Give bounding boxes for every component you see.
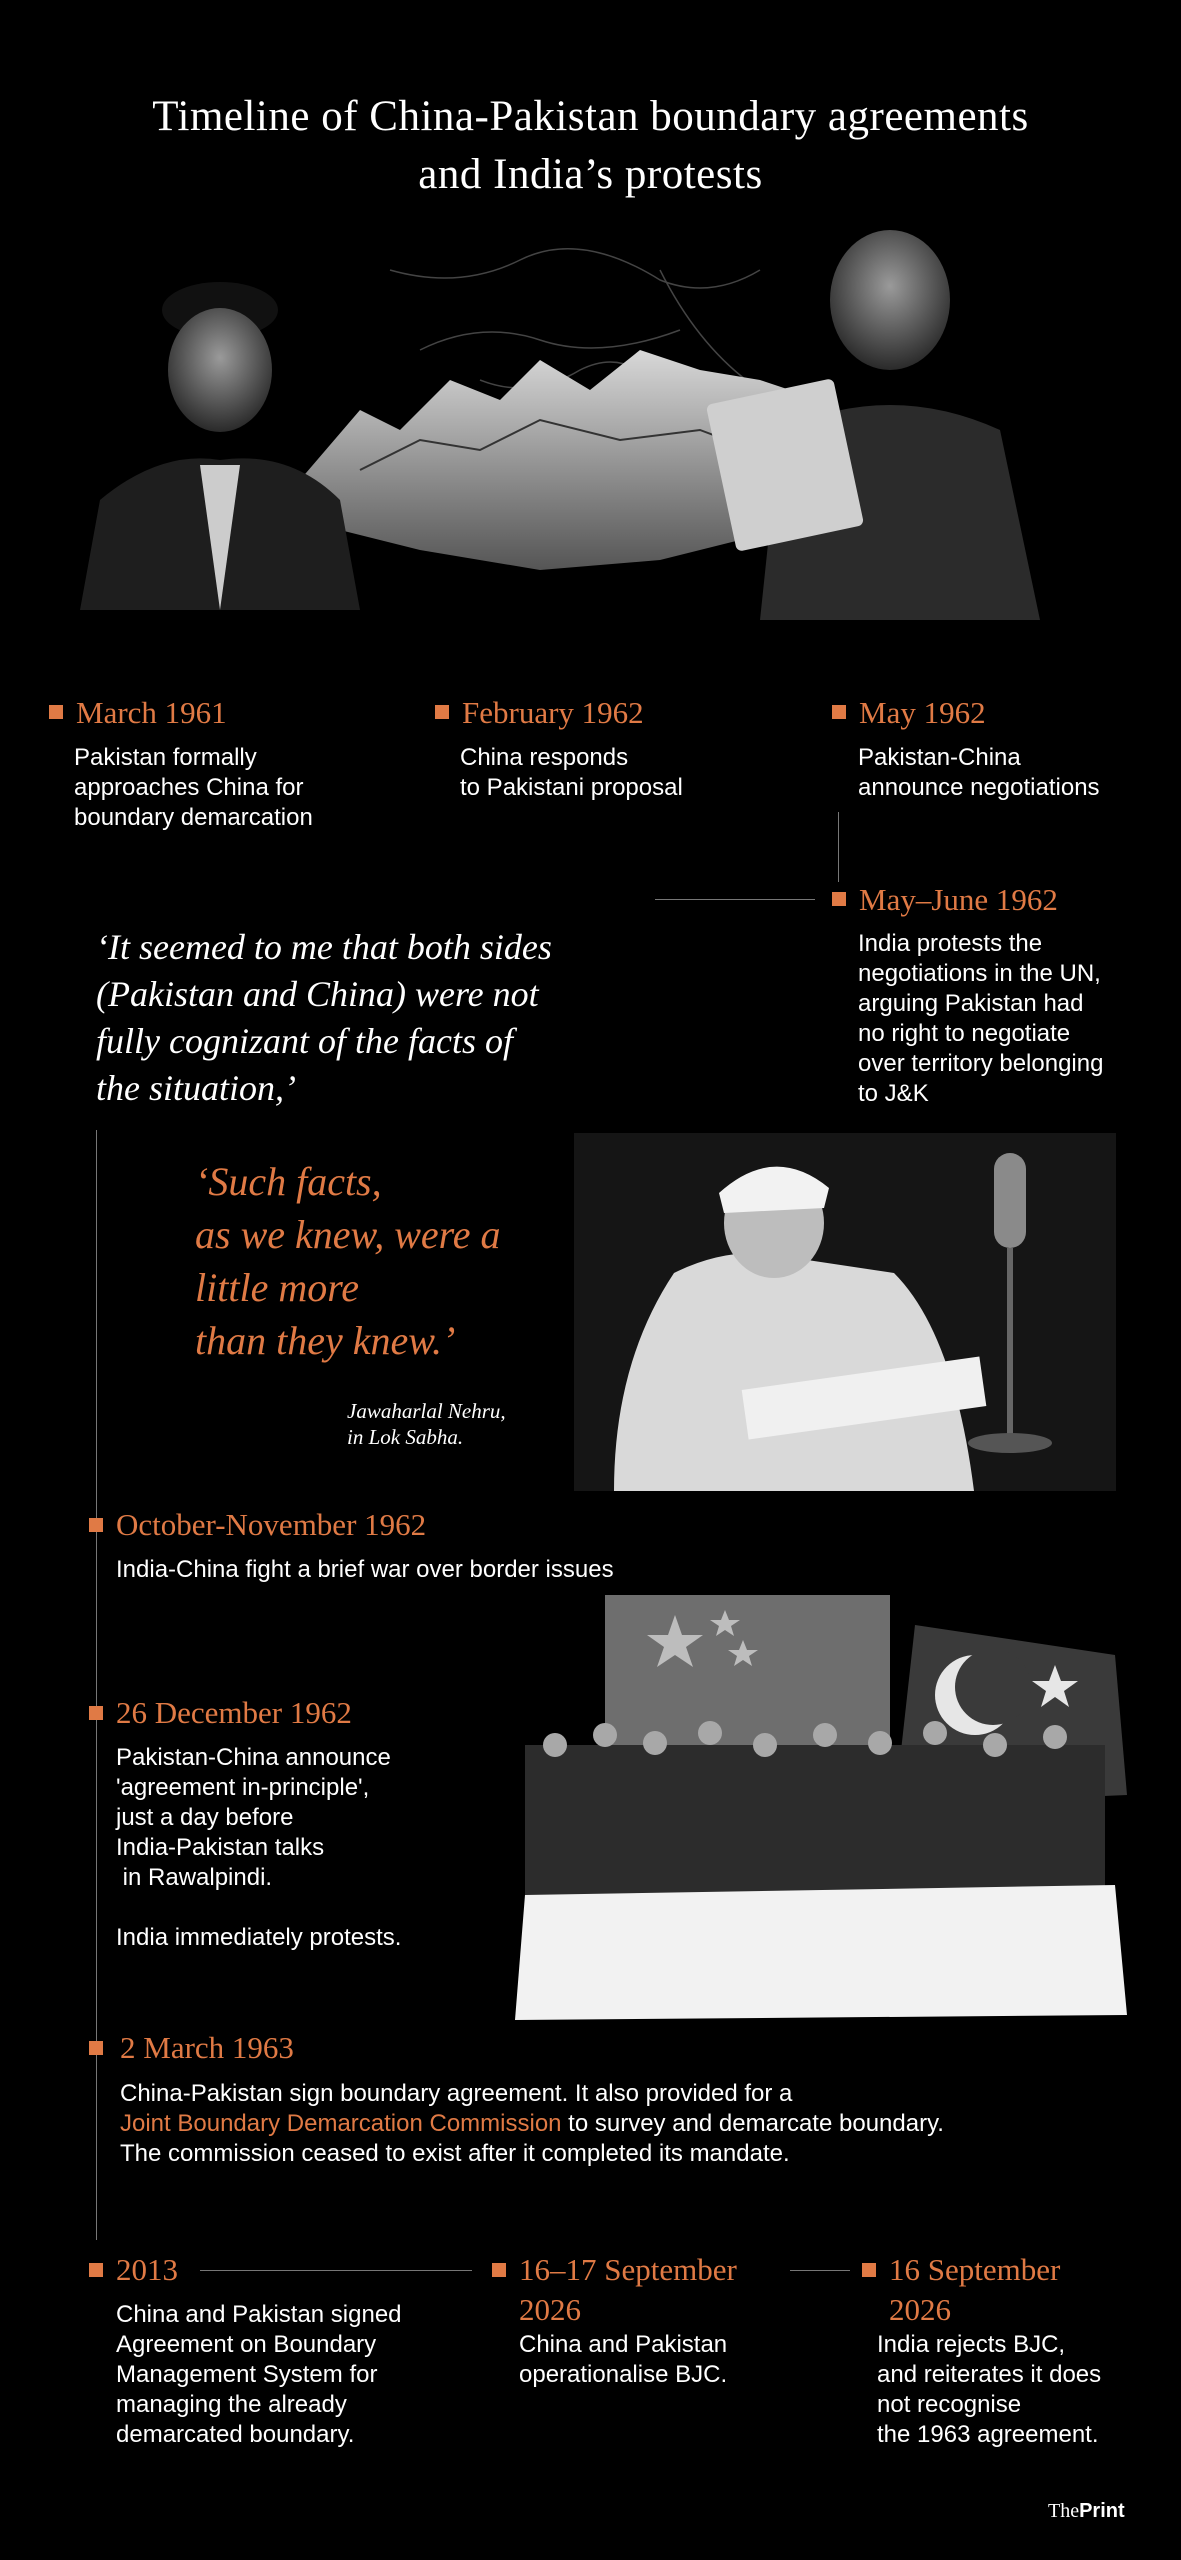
- timeline-connector: [838, 812, 839, 882]
- event-desc-march-1961: Pakistan formally approaches China for boundary demarcation: [74, 744, 313, 831]
- event-desc-16-17-september-2026: China and Pakistan operationalise BJC.: [519, 2331, 728, 2388]
- event-date-february-1962: February 1962: [462, 695, 644, 730]
- timeline-connector: [655, 899, 815, 900]
- timeline-marker: [89, 2041, 103, 2055]
- timeline-main-line: [96, 1130, 97, 2240]
- quote-second: ‘Such facts, as we knew, were a little more than they knew.’: [195, 1159, 501, 1363]
- event-desc-26-december-1962: Pakistan-China announce 'agreement in-principle', just a day before India-Pakistan talks in Rawalpindi. India immediately protests.: [116, 1744, 402, 1951]
- page-title: [0, 88, 1181, 204]
- event-date-16-17-september-2026: 16–17 September 2026: [519, 2252, 737, 2327]
- event-date-26-december-1962: 26 December 1962: [116, 1695, 352, 1730]
- event-date-may-1962: May 1962: [859, 695, 986, 730]
- title-line-2: and India’s protests: [418, 151, 763, 198]
- timeline-marker: [89, 1518, 103, 1532]
- timeline-marker: [832, 892, 846, 906]
- event-desc-may-june-1962: India protests the negotiations in the UN, arguing Pakistan had no right to negotiate over territory belonging to J&K: [858, 930, 1104, 1107]
- event-date-october-november-1962: October-November 1962: [116, 1507, 427, 1542]
- timeline-connector: [200, 2270, 472, 2271]
- highlight-jbdc: Joint Boundary Demarcation Commission: [120, 2110, 562, 2137]
- event-date-may-june-1962: May–June 1962: [859, 882, 1058, 917]
- theprint-logo: ThePrint: [1048, 2500, 1125, 2522]
- quote-attribution: Jawaharlal Nehru, in Lok Sabha.: [347, 1399, 506, 1449]
- event-desc-2-march-1963: China-Pakistan sign boundary agreement. It also provided for a Joint Boundary Demarcation Commission to survey and demarcate boundary. The commission ceased to exist after it completed its mandate.: [120, 2080, 944, 2167]
- timeline-marker: [89, 1706, 103, 1720]
- event-desc-october-november-1962: India-China fight a brief war over border issues: [116, 1556, 614, 1583]
- timeline-marker: [435, 705, 449, 719]
- event-desc-16-september-2026: India rejects BJC, and reiterates it does not recognise the 1963 agreement.: [877, 2331, 1102, 2448]
- timeline-marker: [49, 705, 63, 719]
- quote-first: ‘It seemed to me that both sides (Pakistan and China) were not fully cognizant of the facts of the situation,’: [96, 927, 552, 1108]
- signing-ceremony-photo-image: [515, 1595, 1127, 2025]
- event-desc-2013: China and Pakistan signed Agreement on Boundary Management System for managing the already demarcated boundary.: [116, 2301, 402, 2448]
- event-date-2-march-1963: 2 March 1963: [120, 2030, 294, 2065]
- timeline-marker: [862, 2263, 876, 2277]
- timeline-connector: [790, 2270, 850, 2271]
- event-date-2013: 2013: [116, 2252, 178, 2287]
- hero-collage-image: [60, 230, 1140, 650]
- nehru-photo-image: [574, 1133, 1116, 1491]
- event-desc-february-1962: China responds to Pakistani proposal: [460, 744, 683, 801]
- title-line-1: Timeline of China-Pakistan boundary agreements: [152, 93, 1029, 140]
- event-desc-may-1962: Pakistan-China announce negotiations: [858, 744, 1100, 801]
- timeline-marker: [492, 2263, 506, 2277]
- timeline-marker: [89, 2263, 103, 2277]
- event-date-16-september-2026: 16 September 2026: [889, 2252, 1061, 2327]
- event-date-march-1961: March 1961: [76, 695, 227, 730]
- timeline-marker: [832, 705, 846, 719]
